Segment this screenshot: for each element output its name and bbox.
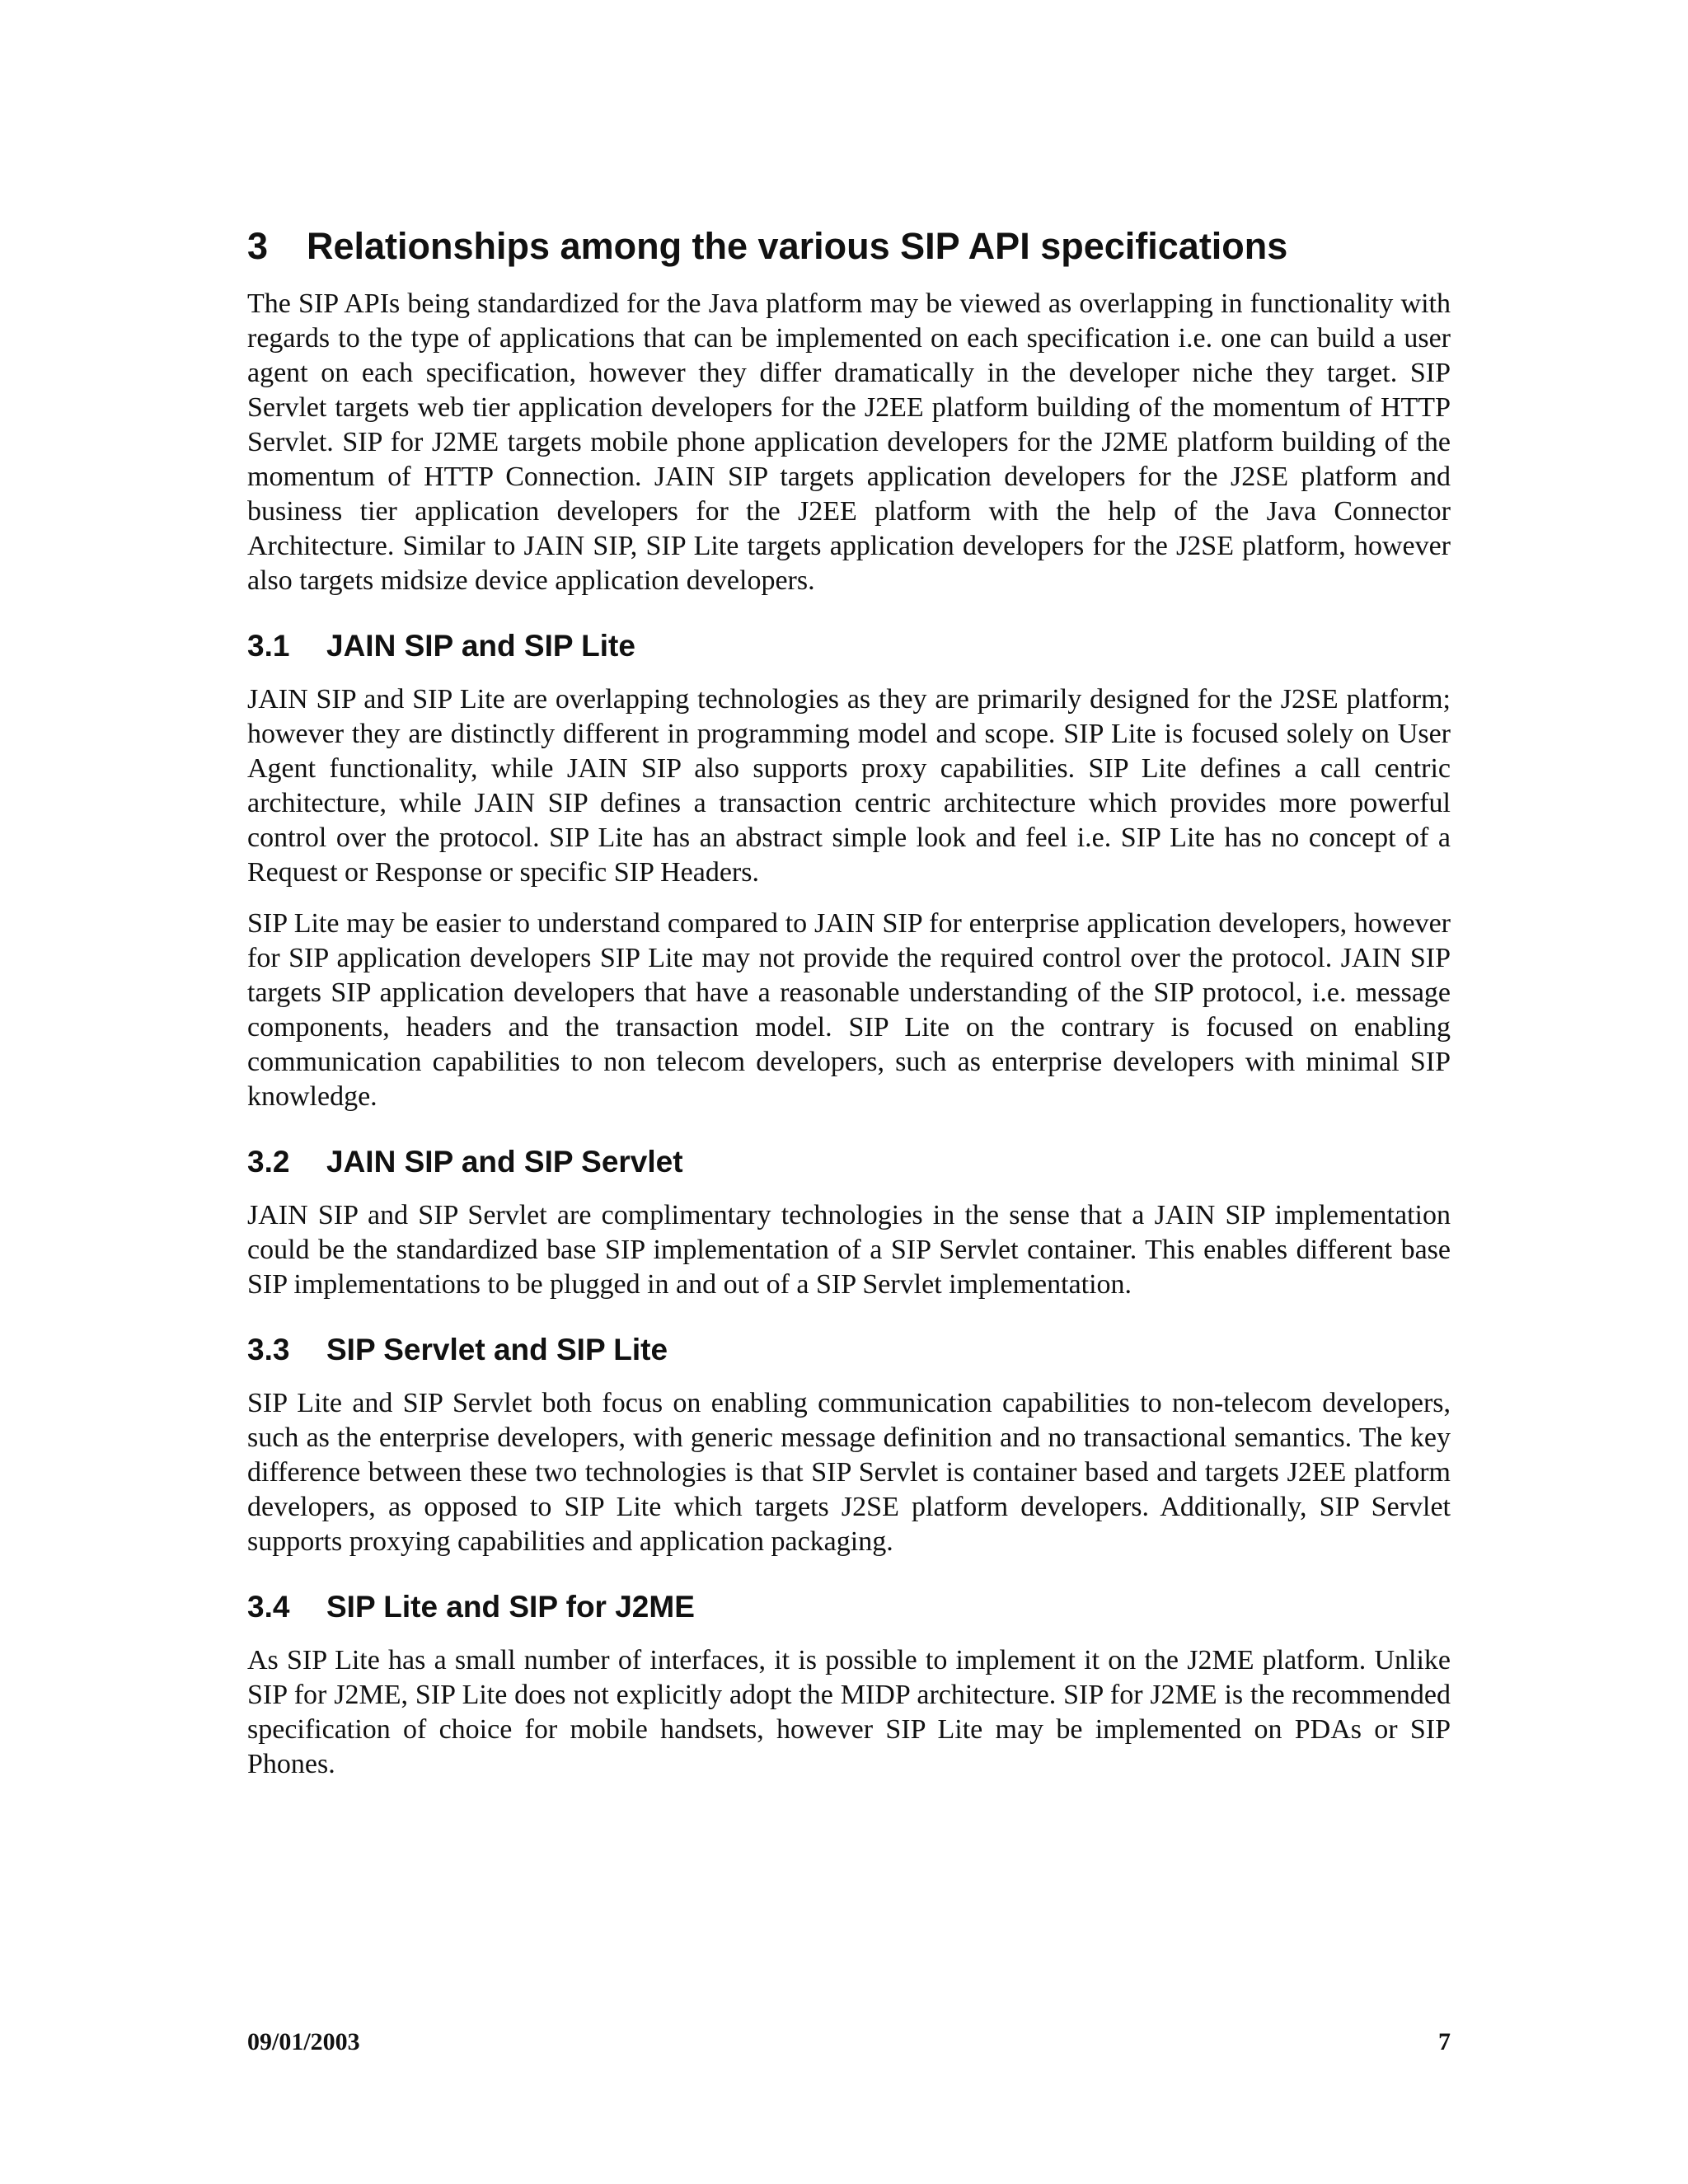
subsection-heading-3-1 bbox=[247, 626, 1451, 666]
subsection-number: 3.4 bbox=[247, 1590, 290, 1624]
page-content bbox=[247, 223, 1451, 1798]
paragraph: SIP Lite and SIP Servlet both focus on enabling communication capabilities to non-telecom developers, such as the enterprise developers, with generic message definition and no transactional semantics. The key difference between these two technologies is that SIP Servlet is container based and targets J2EE platform developers, as opposed to SIP Lite which targets J2SE platform developers. Additionally, SIP Servlet supports proxying capabilities and application packaging. bbox=[247, 1388, 1451, 1557]
subsection-heading-3-4 bbox=[247, 1587, 1451, 1627]
section-intro-paragraph: The SIP APIs being standardized for the Java platform may be viewed as overlapping in functionality with regards to the type of applications that can be implemented on each specification i.e. one can build a user agent on each specification, however they differ dramatically in the developer niche they target. SIP Servlet targets web tier application developers for the J2EE platform building of the momentum of HTTP Servlet. SIP for J2ME targets mobile phone application developers for the J2ME platform building of the momentum of HTTP Connection. JAIN SIP targets application developers for the J2SE platform and business tier application developers for the J2EE platform with the help of the Java Connector Architecture. Similar to JAIN SIP, SIP Lite targets application developers for the J2SE platform, however also targets midsize device application developers. bbox=[247, 288, 1451, 596]
subsection-number: 3.3 bbox=[247, 1333, 290, 1366]
subsection-number: 3.1 bbox=[247, 629, 290, 663]
paragraph: JAIN SIP and SIP Servlet are complimentary technologies in the sense that a JAIN SIP implementation could be the standardized base SIP implementation of a SIP Servlet container. This enables different base SIP implementations to be plugged in and out of a SIP Servlet implementation. bbox=[247, 1200, 1451, 1300]
paragraph: SIP Lite may be easier to understand compared to JAIN SIP for enterprise application developers, however for SIP application developers SIP Lite may not provide the required control over the protocol. JAIN SIP targets SIP application developers that have a reasonable understanding of the SIP protocol, i.e. message components, headers and the transaction model. SIP Lite on the contrary is focused on enabling communication capabilities to non telecom developers, such as enterprise developers with minimal SIP knowledge. bbox=[247, 908, 1451, 1112]
subsection-number: 3.2 bbox=[247, 1145, 290, 1179]
paragraph: As SIP Lite has a small number of interfaces, it is possible to implement it on the J2ME platform. Unlike SIP for J2ME, SIP Lite does not explicitly adopt the MIDP architecture. SIP for J2ME is the recommended specification of choice for mobile handsets, however SIP Lite may be implemented on PDAs or SIP Phones. bbox=[247, 1645, 1451, 1779]
section-number: 3 bbox=[247, 225, 269, 267]
section-title: Relationships among the various SIP API specifications bbox=[307, 225, 1288, 267]
section-heading bbox=[247, 223, 1451, 270]
page-footer bbox=[247, 2026, 1451, 2059]
subsection-title: JAIN SIP and SIP Lite bbox=[326, 629, 635, 663]
paragraph: JAIN SIP and SIP Lite are overlapping technologies as they are primarily designed for the J2SE platform; however they are distinctly different in programming model and scope. SIP Lite is focused solely on User Agent functionality, while JAIN SIP also supports proxy capabilities. SIP Lite defines a call centric architecture, while JAIN SIP defines a transaction centric architecture which provides more powerful control over the protocol. SIP Lite has an abstract simple look and feel i.e. SIP Lite has no concept of a Request or Response or specific SIP Headers. bbox=[247, 684, 1451, 888]
subsection-title: SIP Servlet and SIP Lite bbox=[326, 1333, 668, 1366]
subsection-title: SIP Lite and SIP for J2ME bbox=[326, 1590, 695, 1624]
subsection-heading-3-2 bbox=[247, 1142, 1451, 1182]
subsection-title: JAIN SIP and SIP Servlet bbox=[326, 1145, 683, 1179]
footer-date: 09/01/2003 bbox=[247, 2028, 360, 2055]
subsection-heading-3-3 bbox=[247, 1330, 1451, 1370]
footer-page-number: 7 bbox=[1438, 2028, 1451, 2055]
